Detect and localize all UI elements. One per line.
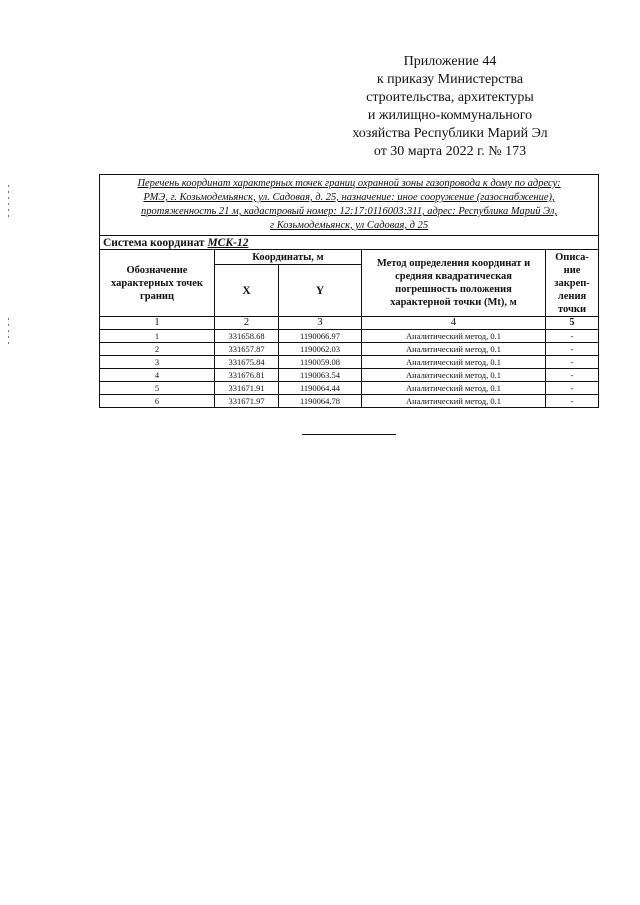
appendix-line: от 30 марта 2022 г. № 173 — [373, 144, 527, 159]
cell-method: Аналитический метод, 0.1 — [362, 395, 546, 408]
table-row — [100, 330, 599, 343]
header-line: Метод определения координат и — [376, 258, 531, 269]
table-caption — [100, 175, 599, 236]
table-row — [100, 369, 599, 382]
cell-point: 3 — [100, 356, 215, 369]
column-number: 4 — [362, 317, 546, 330]
header-coordinates: Координаты, м — [215, 250, 362, 265]
header-line: Обозначение — [126, 264, 188, 276]
caption-line: протяженность 21 м, кадастровый номер: 12:17:0116003:311, адрес: Республика Марий Эл, — [140, 206, 558, 217]
header-line: закреп- — [554, 277, 590, 289]
cell-desc: - — [546, 356, 599, 369]
header-line: ления — [557, 290, 587, 302]
header-line: средняя квадратическая — [395, 271, 512, 282]
cell-x: 331675.84 — [215, 356, 279, 369]
cell-method: Аналитический метод, 0.1 — [362, 343, 546, 356]
header-y: Y — [279, 265, 362, 317]
caption-line: г Козьмодемьянск, ул Садовая, д 25 — [269, 220, 429, 231]
cell-y: 1190063.54 — [279, 369, 362, 382]
cell-y: 1190064.44 — [279, 382, 362, 395]
cell-desc: - — [546, 395, 599, 408]
coordinate-system — [100, 236, 599, 250]
cell-point: 2 — [100, 343, 215, 356]
cell-point: 6 — [100, 395, 215, 408]
cell-desc: - — [546, 382, 599, 395]
header-line: границ — [139, 290, 174, 302]
cell-method: Аналитический метод, 0.1 — [362, 356, 546, 369]
cell-x: 331657.87 — [215, 343, 279, 356]
left-margin-marks — [8, 185, 10, 221]
table-row — [100, 395, 599, 408]
cell-desc: - — [546, 330, 599, 343]
appendix-line: хозяйства Республики Марий Эл — [352, 126, 548, 141]
cell-x: 331671.97 — [215, 395, 279, 408]
table-row — [100, 343, 599, 356]
left-margin-marks — [8, 318, 10, 348]
column-numbers-row — [100, 317, 599, 330]
appendix-header — [330, 53, 570, 161]
cell-desc: - — [546, 343, 599, 356]
header-x: X — [215, 265, 279, 317]
cell-x: 331658.68 — [215, 330, 279, 343]
column-number: 1 — [100, 317, 215, 330]
header-line: ние — [563, 264, 581, 276]
appendix-line: и жилищно-коммунального — [367, 108, 533, 123]
appendix-line: Приложение 44 — [403, 54, 497, 69]
appendix-line: строительства, архитектуры — [366, 90, 534, 105]
cell-method: Аналитический метод, 0.1 — [362, 382, 546, 395]
coordinates-table — [99, 174, 599, 408]
cell-point: 5 — [100, 382, 215, 395]
cell-method: Аналитический метод, 0.1 — [362, 330, 546, 343]
cell-x: 331676.81 — [215, 369, 279, 382]
header-line: Описа- — [555, 251, 589, 263]
header-line: характерных точек — [111, 277, 203, 289]
cell-y: 1190059.08 — [279, 356, 362, 369]
column-number: 2 — [215, 317, 279, 330]
caption-line: Перечень координат характерных точек границ охранной зоны газопровода к дому по адресу: — [137, 178, 561, 189]
header-method — [362, 250, 546, 317]
header-line: характерной точки (Mt), м — [390, 297, 517, 308]
column-number: 3 — [279, 317, 362, 330]
cell-point: 4 — [100, 369, 215, 382]
cell-method: Аналитический метод, 0.1 — [362, 369, 546, 382]
cell-y: 1190066.97 — [279, 330, 362, 343]
table-row — [100, 356, 599, 369]
header-designation — [100, 250, 215, 317]
header-description — [546, 250, 599, 317]
cell-y: 1190064.78 — [279, 395, 362, 408]
table-row — [100, 382, 599, 395]
closing-rule — [302, 434, 396, 435]
header-line: погрешность положения — [395, 284, 512, 295]
column-number: 5 — [546, 317, 599, 330]
appendix-line: к приказу Министерства — [376, 72, 524, 87]
caption-line: РМЭ, г. Козьмодемьянск, ул. Садовая, д. 25, назначение: иное сооружение (газоснабжение), — [143, 192, 555, 203]
system-value: МСК-12 — [207, 236, 249, 249]
cell-point: 1 — [100, 330, 215, 343]
header-line: точки — [558, 303, 587, 315]
cell-y: 1190062.03 — [279, 343, 362, 356]
cell-x: 331671.91 — [215, 382, 279, 395]
cell-desc: - — [546, 369, 599, 382]
system-label: Система координат — [103, 236, 205, 249]
